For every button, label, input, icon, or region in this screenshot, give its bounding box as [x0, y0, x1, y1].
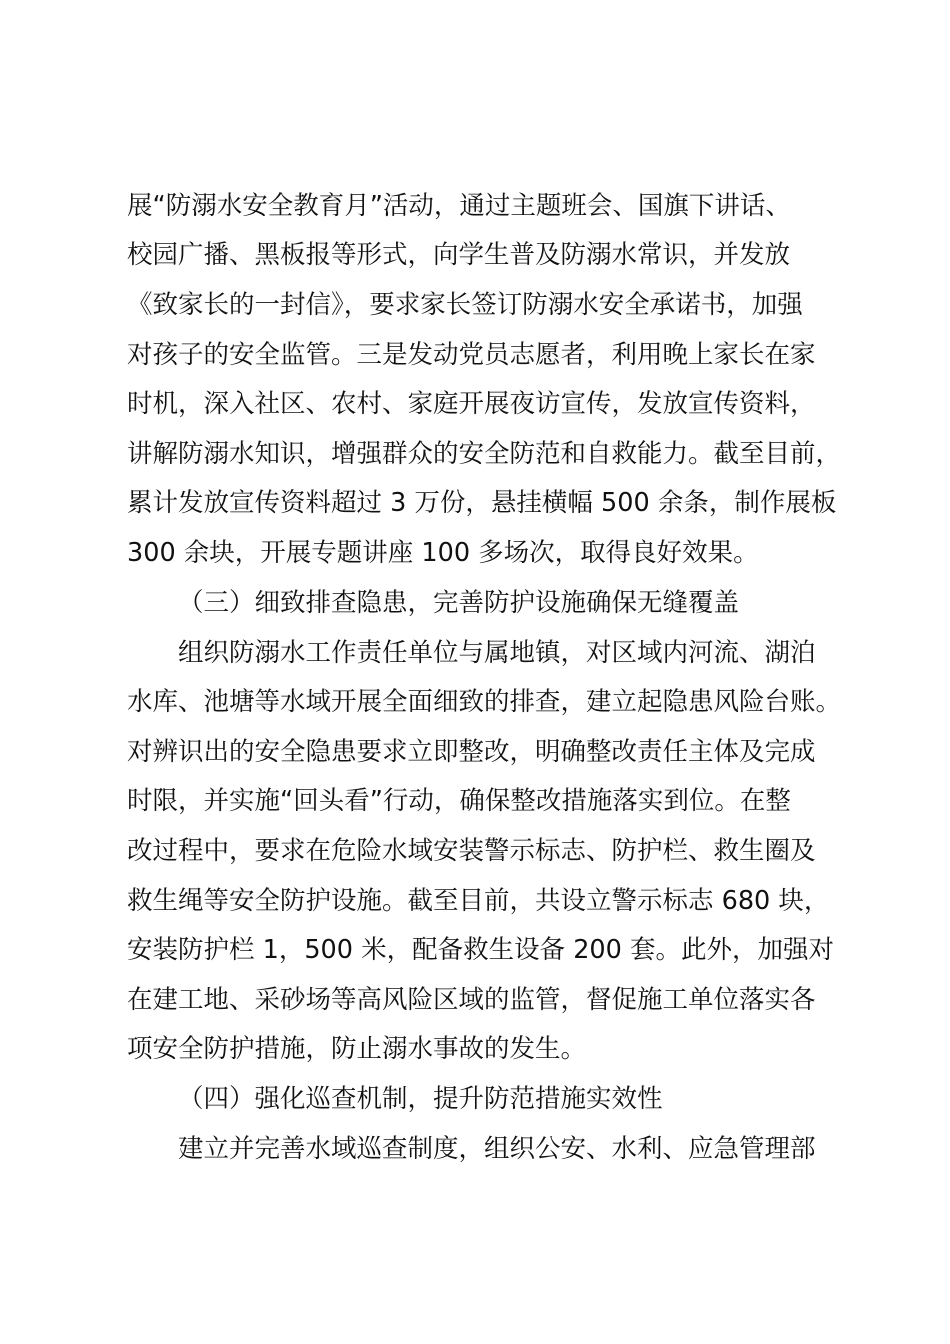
paragraph-first-line: 组织防溺水工作责任单位与属地镇，对区域内河流、湖泊: [178, 638, 816, 668]
text-line: 累计发放宣传资料超过 3 万份，悬挂横幅 500 余条，制作展板: [127, 488, 837, 518]
text-line: 水库、池塘等水域开展全面细致的排查，建立起隐患风险台账。: [127, 687, 842, 717]
text-line: 对孩子的安全监管。三是发动党员志愿者，利用晚上家长在家: [127, 340, 816, 370]
text-line: 对辨识出的安全隐患要求立即整改，明确整改责任主体及完成: [127, 737, 816, 767]
text-line: 展“防溺水安全教育月”活动，通过主题班会、国旗下讲话、: [127, 191, 791, 221]
text-line: 300 余块，开展专题讲座 100 多场次，取得良好效果。: [127, 538, 759, 568]
text-line: 安装防护栏 1，500 米，配备救生设备 200 套。此外，加强对: [127, 935, 834, 965]
section-heading-4: （四）强化巡查机制，提升防范措施实效性: [178, 1084, 663, 1114]
text-line: 时机，深入社区、农村、家庭开展夜访宣传，发放宣传资料，: [127, 389, 816, 419]
section-heading-3: （三）细致排查隐患，完善防护设施确保无缝覆盖: [178, 588, 740, 618]
text-line: 改过程中，要求在危险水域安装警示标志、防护栏、救生圈及: [127, 836, 816, 866]
text-line: 校园广播、黑板报等形式，向学生普及防溺水常识，并发放: [127, 240, 791, 270]
text-line: 讲解防溺水知识，增强群众的安全防范和自救能力。截至目前，: [127, 439, 842, 469]
paragraph-first-line: 建立并完善水域巡查制度，组织公安、水利、应急管理部: [178, 1134, 816, 1164]
text-line: 在建工地、采砂场等高风险区域的监管，督促施工单位落实各: [127, 985, 816, 1015]
text-line: 救生绳等安全防护设施。截至目前，共设立警示标志 680 块，: [127, 886, 830, 916]
text-line: 《致家长的一封信》，要求家长签订防溺水安全承诺书，加强: [127, 290, 803, 320]
text-line: 项安全防护措施，防止溺水事故的发生。: [127, 1034, 587, 1064]
text-line: 时限，并实施“回头看”行动，确保整改措施落实到位。在整: [127, 786, 791, 816]
